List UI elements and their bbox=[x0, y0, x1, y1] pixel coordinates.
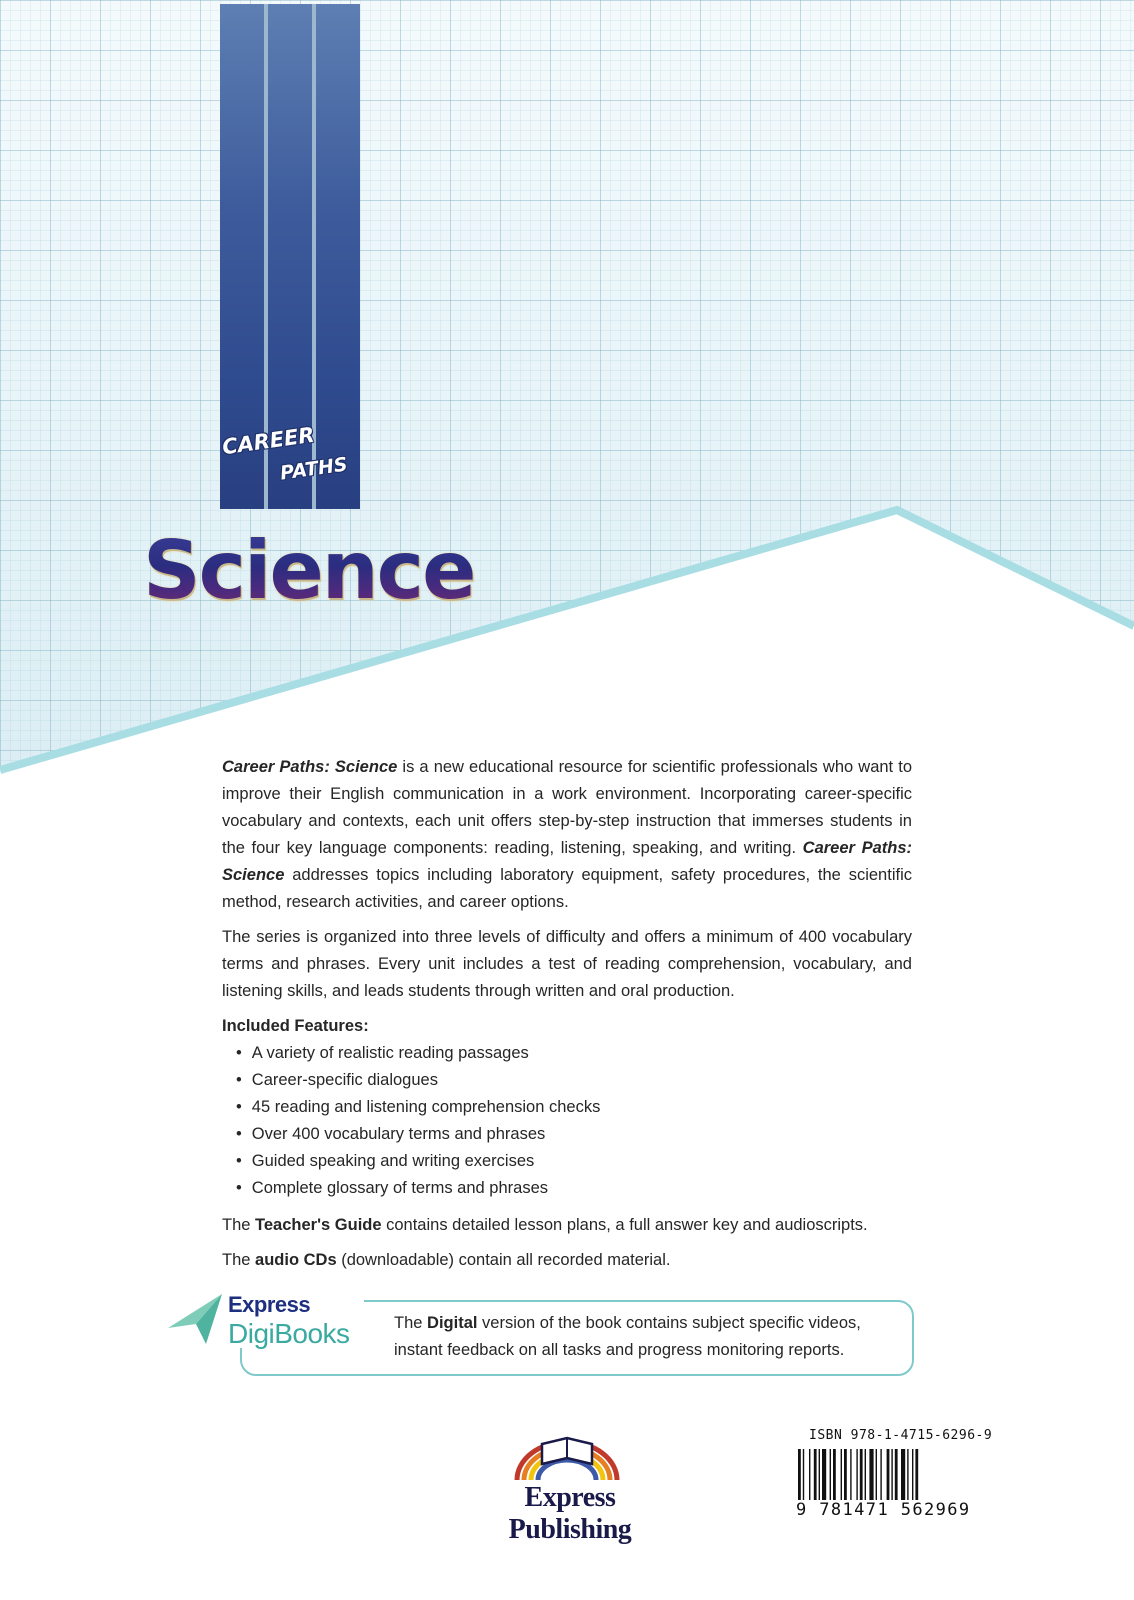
express-publishing-logo-icon bbox=[512, 1424, 622, 1482]
series-paragraph: The series is organized into three levels of difficulty and offers a minimum of 400 vocabulary terms and phrases. Every unit includes a test of reading comprehension, vocabulary, and listening skills, and leads students through written and oral production. bbox=[222, 928, 912, 1000]
digital-rest: version of the book contains subject specific videos, instant feedback on all tasks and progress monitoring reports. bbox=[394, 1314, 861, 1359]
intro-paragraph bbox=[222, 754, 912, 916]
audio-bold: audio CDs bbox=[255, 1251, 337, 1269]
teachers-guide-rest: contains detailed lesson plans, a full answer key and audioscripts. bbox=[381, 1216, 868, 1234]
audio-cds-line bbox=[222, 1247, 912, 1274]
audio-prefix: The bbox=[222, 1251, 256, 1269]
isbn-label: ISBN 978-1-4715-6296-9 bbox=[809, 1428, 993, 1443]
feature-item: • Career-specific dialogues bbox=[236, 1067, 912, 1094]
series-logo-career: CAREER bbox=[220, 422, 316, 460]
feature-item: • 45 reading and listening comprehension checks bbox=[236, 1094, 912, 1121]
feature-item: • Over 400 vocabulary terms and phrases bbox=[236, 1121, 912, 1148]
series-name-ref: Career Paths: Science bbox=[222, 839, 912, 884]
intro-text-1: is a new educational resource for scientific professionals who want to improve their English communication in a work environment. Incorporating career-specific vocabulary and contexts, each unit offers step-by-step instruction that immerses students in the four key language components: reading, listening, speaking, and writing. bbox=[222, 758, 912, 857]
intro-text-2: addresses topics including laboratory equipment, safety procedures, the scientific method, research activities, and career options. bbox=[222, 866, 912, 911]
digibooks-arrow-icon bbox=[166, 1294, 224, 1346]
cover-stripe-3 bbox=[316, 4, 360, 509]
digibooks-brand-express: Express bbox=[228, 1292, 311, 1317]
audio-rest: (downloadable) contain all recorded material. bbox=[336, 1251, 671, 1269]
digibooks-brand-name: DigiBooks bbox=[228, 1318, 350, 1349]
barcode-digits: 9 781471 562969 bbox=[796, 1500, 981, 1520]
publisher-name: Express Publishing bbox=[508, 1482, 632, 1545]
digital-bold: Digital bbox=[427, 1314, 478, 1332]
features-list bbox=[222, 1040, 912, 1202]
book-title: Science bbox=[143, 524, 475, 617]
digital-prefix: The bbox=[394, 1314, 428, 1332]
feature-item: • Guided speaking and writing exercises bbox=[236, 1148, 912, 1175]
teachers-guide-bold: Teacher's Guide bbox=[255, 1216, 382, 1234]
digital-version-text bbox=[394, 1310, 904, 1364]
series-name-ref: Career Paths: Science bbox=[222, 758, 398, 776]
teachers-guide-line bbox=[222, 1212, 912, 1239]
back-cover-text bbox=[222, 754, 912, 1282]
feature-item: • A variety of realistic reading passages bbox=[236, 1040, 912, 1067]
series-logo-paths: PATHS bbox=[278, 453, 349, 485]
features-heading: Included Features: bbox=[222, 1017, 369, 1035]
barcode-icon bbox=[796, 1449, 981, 1505]
feature-item: • Complete glossary of terms and phrases bbox=[236, 1175, 912, 1202]
teachers-guide-prefix: The bbox=[222, 1216, 256, 1234]
